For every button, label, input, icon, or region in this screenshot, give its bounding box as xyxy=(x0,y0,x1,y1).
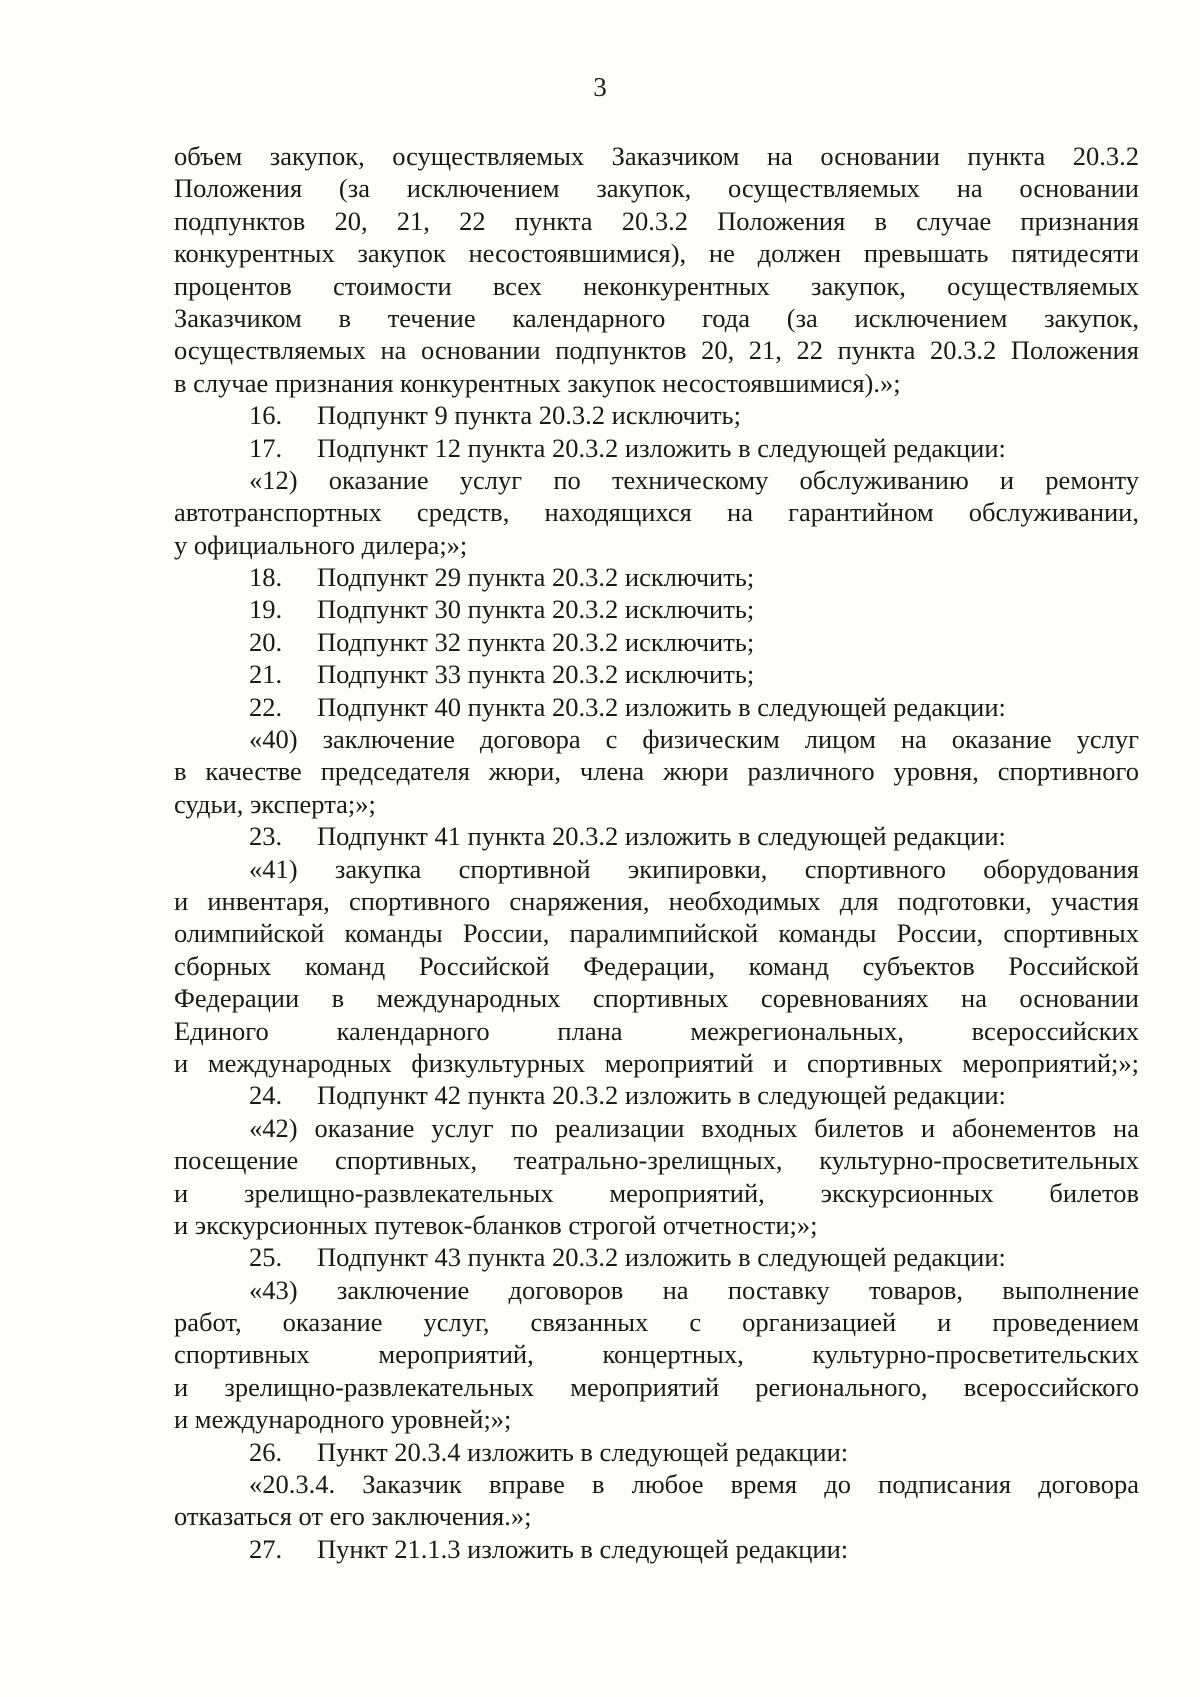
list-item xyxy=(174,593,1139,625)
item-number: 17. xyxy=(249,432,283,463)
text-line: и зрелищно-развлекательных мероприятий, экскурсионных билетов xyxy=(174,1177,1139,1208)
text-line: Положения (за исключением закупок, осуществляемых на основании xyxy=(174,173,1139,204)
text-line: автотранспортных средств, находящихся на гарантийном обслуживании, xyxy=(174,497,1139,528)
list-item xyxy=(174,820,1139,852)
quote-line: «42) оказание услуг по реализации входных билетов и абонементов на xyxy=(249,1112,1139,1143)
text-line: в случае признания конкурентных закупок несостоявшимися).»; xyxy=(174,367,901,398)
text-line: у официального дилера;»; xyxy=(174,529,468,560)
item-number: 23. xyxy=(249,821,283,852)
text-line: олимпийской команды России, паралимпийской команды России, спортивных xyxy=(174,918,1139,949)
item-number: 27. xyxy=(249,1533,283,1564)
list-item xyxy=(174,1533,1139,1565)
page-number: 3 xyxy=(593,72,607,102)
text-line: судьи, эксперта;»; xyxy=(174,788,376,819)
item-number: 20. xyxy=(249,626,283,657)
text-line: Федерации в международных спортивных соревнованиях на основании xyxy=(174,983,1139,1014)
text-line: конкурентных закупок несостоявшимися), не должен превышать пятидесяти xyxy=(174,238,1139,269)
text-line: работ, оказание услуг, связанных с организацией и проведением xyxy=(174,1307,1139,1338)
text-line: посещение спортивных, театрально-зрелищных, культурно-просветительных xyxy=(174,1145,1139,1176)
item-text: Подпункт 33 пункта 20.3.2 исключить; xyxy=(317,659,755,690)
item-text: Пункт 21.1.3 изложить в следующей редакции: xyxy=(317,1533,849,1564)
item-text: Подпункт 12 пункта 20.3.2 изложить в следующей редакции: xyxy=(317,432,1006,463)
item-text: Подпункт 32 пункта 20.3.2 исключить; xyxy=(317,626,755,657)
list-item xyxy=(174,1241,1139,1273)
text-line: в качестве председателя жюри, члена жюри различного уровня, спортивного xyxy=(174,756,1139,787)
quote-line: «40) заключение договора с физическим лицом на оказание услуг xyxy=(249,724,1139,755)
text-line: отказаться от его заключения.»; xyxy=(174,1501,532,1532)
text-line: спортивных мероприятий, концертных, культурно-просветительских xyxy=(174,1339,1139,1370)
text-line: Единого календарного плана межрегиональных, всероссийских xyxy=(174,1015,1139,1046)
item-text: Подпункт 40 пункта 20.3.2 изложить в следующей редакции: xyxy=(317,691,1006,722)
text-line: процентов стоимости всех неконкурентных закупок, осуществляемых xyxy=(174,270,1139,301)
quote-line: «12) оказание услуг по техническому обслуживанию и ремонту xyxy=(249,464,1139,495)
text-line: и экскурсионных путевок-бланков строгой отчетности;»; xyxy=(174,1209,818,1240)
item-text: Подпункт 43 пункта 20.3.2 изложить в следующей редакции: xyxy=(317,1242,1006,1273)
text-line: сборных команд Российской Федерации, команд субъектов Российской xyxy=(174,950,1139,981)
quote-line: «43) заключение договоров на поставку товаров, выполнение xyxy=(249,1274,1139,1305)
item-text: Подпункт 9 пункта 20.3.2 исключить; xyxy=(317,400,741,431)
item-text: Подпункт 41 пункта 20.3.2 изложить в следующей редакции: xyxy=(317,821,1006,852)
quote-line: «20.3.4. Заказчик вправе в любое время до подписания договора xyxy=(249,1469,1139,1500)
item-number: 18. xyxy=(249,562,283,593)
text-line: Заказчиком в течение календарного года (за исключением закупок, xyxy=(174,302,1139,333)
list-item xyxy=(174,1079,1139,1111)
list-item xyxy=(174,691,1139,723)
text-line: подпунктов 20, 21, 22 пункта 20.3.2 Положения в случае признания xyxy=(174,205,1139,236)
text-line: и зрелищно-развлекательных мероприятий регионального, всероссийского xyxy=(174,1371,1139,1402)
text-line: объем закупок, осуществляемых Заказчиком на основании пункта 20.3.2 xyxy=(174,141,1139,171)
item-number: 21. xyxy=(249,659,283,690)
item-text: Подпункт 42 пункта 20.3.2 изложить в следующей редакции: xyxy=(317,1080,1006,1111)
list-item xyxy=(174,658,1139,690)
item-number: 26. xyxy=(249,1436,283,1467)
quote-line: «41) закупка спортивной экипировки, спортивного оборудования xyxy=(249,853,1139,884)
item-number: 22. xyxy=(249,691,283,722)
item-number: 19. xyxy=(249,594,283,625)
item-text: Пункт 20.3.4 изложить в следующей редакции: xyxy=(317,1436,849,1467)
item-text: Подпункт 29 пункта 20.3.2 исключить; xyxy=(317,562,755,593)
list-item xyxy=(174,1436,1139,1468)
item-number: 25. xyxy=(249,1242,283,1273)
list-item xyxy=(174,626,1139,658)
text-line: и международных физкультурных мероприятий и спортивных мероприятий;»; xyxy=(174,1047,1139,1078)
item-number: 24. xyxy=(249,1080,283,1111)
item-number: 16. xyxy=(249,400,283,431)
document-body xyxy=(174,140,1139,1565)
list-item xyxy=(174,432,1139,464)
text-line: и международного уровней;»; xyxy=(174,1404,512,1435)
text-line: осуществляемых на основании подпунктов 20, 21, 22 пункта 20.3.2 Положения xyxy=(174,335,1139,366)
text-line: и инвентаря, спортивного снаряжения, необходимых для подготовки, участия xyxy=(174,885,1139,916)
list-item xyxy=(174,561,1139,593)
item-text: Подпункт 30 пункта 20.3.2 исключить; xyxy=(317,594,755,625)
list-item xyxy=(174,399,1139,431)
